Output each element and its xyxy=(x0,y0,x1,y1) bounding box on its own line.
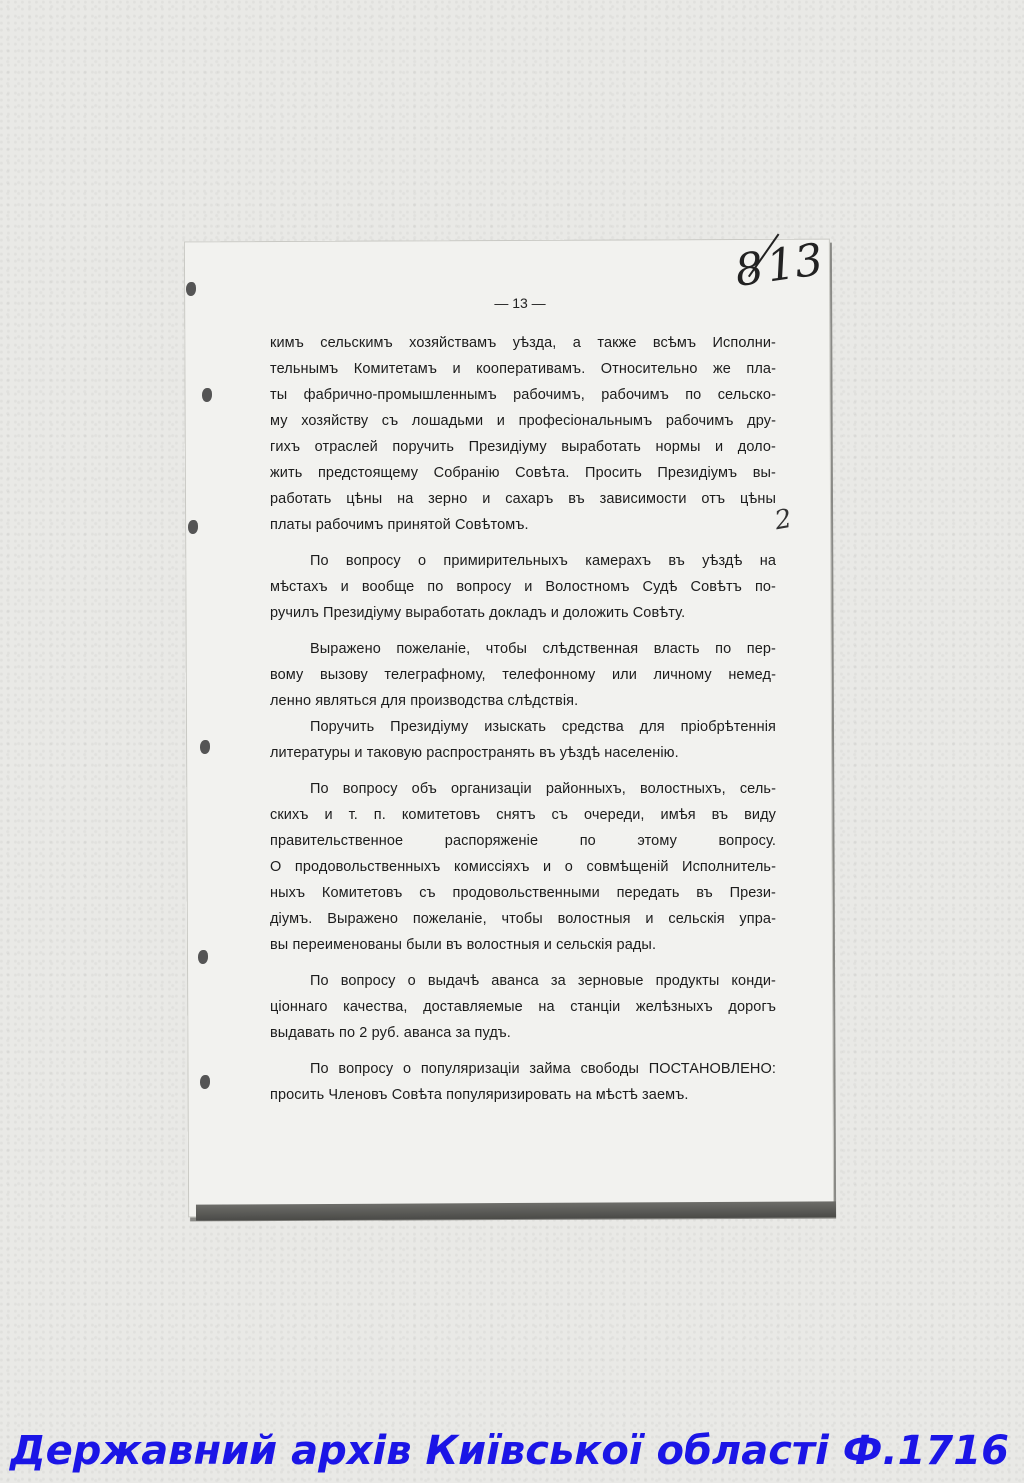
text-line: скихъ и т. п. комитетовъ снятъ съ очереди, имѣя въ виду xyxy=(270,807,776,823)
text-line: просить Членовъ Совѣта популяризировать на мѣстѣ заемъ. xyxy=(270,1087,689,1103)
text-line: работать цѣны на зерно и сахаръ въ зависимости отъ цѣны xyxy=(270,491,776,507)
page-shadow-edge xyxy=(196,1201,836,1220)
text-line: цiоннаго качества, доставляемые на станцiи желѣзныхъ дорогъ xyxy=(270,999,776,1015)
text-line: ручилъ Президiуму выработать докладъ и доложить Совѣту. xyxy=(270,605,686,621)
text-line: гихъ отраслей поручить Президiуму выработать нормы и доло- xyxy=(270,439,776,455)
document-body xyxy=(270,330,776,1108)
text-line: правительственное распоряженiе по этому вопросу. xyxy=(270,833,776,849)
text-line: Поручить Президiуму изыскать средства для прiобрѣтеннія xyxy=(310,719,776,735)
text-line: литературы и таковую распространять въ уѣздѣ населенiю. xyxy=(270,745,679,761)
text-line: ныхъ Комитетовъ съ продовольственными передать въ Прези- xyxy=(270,885,776,901)
text-line: вы переименованы были въ волостныя и сельскiя рады. xyxy=(270,937,657,953)
text-line: мѣстахъ и вообще по вопросу и Волостномъ Судѣ Совѣтъ по- xyxy=(270,579,776,595)
archive-watermark-label: Державний архів Київської області Ф.1716 xyxy=(10,1428,1009,1474)
text-line: дiумъ. Выражено пожеланiе, чтобы волостныя и сельскiя упра- xyxy=(270,911,776,927)
text-line: тельнымъ Комитетамъ и кооперативамъ. Относительно же пла- xyxy=(270,361,776,377)
text-line: выдавать по 2 руб. аванса за пудъ. xyxy=(270,1025,511,1041)
text-line: жить предстоящему Собранiю Совѣта. Просить Президiумъ вы- xyxy=(270,465,776,481)
text-line: ты фабрично-промышленнымъ рабочимъ, рабочимъ по сельско- xyxy=(270,387,776,403)
text-line: ленно являться для производства слѣдствiя. xyxy=(270,693,579,709)
text-line: По вопросу о примирительныхъ камерахъ въ уѣздѣ на xyxy=(310,553,776,569)
handwritten-margin-mark: 2 xyxy=(772,503,795,537)
text-line: платы рабочимъ принятой Совѣтомъ. xyxy=(270,517,529,533)
text-line: вому вызову телеграфному, телефонному или личному немед- xyxy=(270,667,776,683)
text-line: По вопросу о популяризацiи займа свободы ПОСТАНОВЛЕНО: xyxy=(310,1061,776,1077)
text-line: кимъ сельскимъ хозяйствамъ уѣзда, а также всѣмъ Исполни- xyxy=(270,335,776,351)
text-line: Выражено пожеланiе, чтобы слѣдственная власть по пер- xyxy=(310,641,776,657)
text-line: О продовольственныхъ комиссiяхъ и о совмѣщенiй Исполнитель- xyxy=(270,859,776,875)
text-line: По вопросу о выдачѣ аванса за зерновые продукты конди- xyxy=(310,973,776,989)
text-line: му хозяйству съ лошадьми и професiональнымъ рабочимъ дру- xyxy=(270,413,776,429)
text-line: По вопросу объ организацiи районныхъ, волостныхъ, сель- xyxy=(310,781,776,797)
page-number: — 13 — xyxy=(494,295,546,311)
handwritten-folio-number: 813 xyxy=(731,234,827,297)
